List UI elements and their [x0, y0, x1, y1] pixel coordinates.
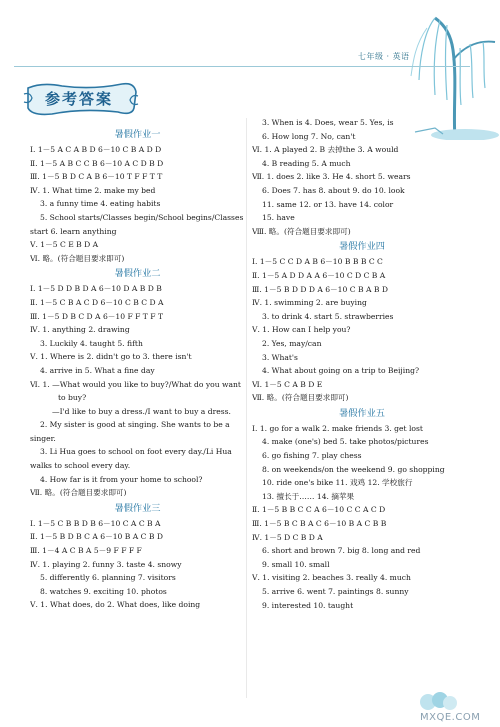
- answer-line: walks to school every day.: [30, 461, 131, 471]
- answer-line: 13. 擅长于…… 14. 摘苹果: [262, 491, 355, 501]
- answer-line: Ⅷ. 略。(符合题目要求即可): [252, 226, 351, 236]
- answer-line: 11. same 12. or 13. have 14. color: [262, 199, 394, 209]
- answer-line: Ⅳ. 1－5 D C B D A: [252, 532, 323, 542]
- answer-line: Ⅶ. 略。(符合题目要求即可): [252, 393, 349, 403]
- answer-line: Ⅱ. 1－5 A D D A A 6－10 C D C B A: [252, 270, 386, 280]
- section-title-4: 暑假作业四: [339, 241, 385, 253]
- answer-line: —I'd like to buy a dress./I want to buy a dress.: [52, 406, 231, 416]
- answer-line: Ⅳ. 1. anything 2. drawing: [30, 325, 130, 335]
- answer-line: 5. arrive 6. went 7. paintings 8. sunny: [262, 587, 409, 596]
- answer-line: Ⅱ. 1－5 C B A C D 6－10 C B C D A: [30, 297, 164, 307]
- answer-line: 4. B reading 5. A much: [262, 158, 351, 168]
- page-number-badge-icon: [418, 690, 458, 712]
- answer-line: Ⅳ. 1. What time 2. make my bed: [30, 185, 156, 195]
- column-divider: [246, 118, 247, 698]
- watermark-text: MXQE.COM: [420, 712, 481, 723]
- answer-line: Ⅱ. 1－5 B D B C A 6－10 B A C B D: [30, 532, 163, 542]
- answer-line: Ⅱ. 1－5 A B C C B 6－10 A C D B D: [30, 158, 164, 168]
- answer-line: 6. Does 7. has 8. about 9. do 10. look: [262, 185, 405, 195]
- answer-line: 3. Li Hua goes to school on foot every day./Li Hua: [40, 447, 232, 457]
- answer-line: Ⅳ. 1. playing 2. funny 3. taste 4. snowy: [30, 559, 182, 569]
- answer-line: Ⅵ. 略。(符合题目要求即可): [30, 253, 125, 263]
- answer-line: Ⅶ. 略。(符合题目要求即可): [30, 488, 127, 498]
- answer-line: 3. Luckily 4. taught 5. fifth: [40, 338, 143, 348]
- page-title: 参考答案: [45, 90, 114, 108]
- answer-line: Ⅵ. 1－5 C A B D E: [252, 379, 323, 389]
- answer-line: 9. small 10. small: [262, 559, 330, 569]
- section-title-5: 暑假作业五: [339, 407, 385, 419]
- answer-line: 5. differently 6. planning 7. visitors: [40, 573, 176, 583]
- answer-line: 3. What's: [262, 352, 298, 362]
- answer-line: Ⅰ. 1－5 A C A B D 6－10 C B A D D: [30, 145, 162, 154]
- answer-line: Ⅵ. 1. A played 2. B 去掉the 3. A would: [252, 145, 399, 155]
- answer-line: Ⅲ. 1－4 A C B A 5－9 F F F F: [30, 546, 142, 556]
- section-title-3: 暑假作业三: [114, 502, 161, 514]
- answer-line: Ⅲ. 1－5 B D C A B 6－10 T F F T T: [30, 172, 163, 182]
- answer-line: Ⅴ. 1. Where is 2. didn't go to 3. there isn't: [30, 352, 192, 362]
- answer-line: start 6. learn anything: [30, 226, 117, 236]
- answer-line: 8. on weekends/on the weekend 9. go shopping: [262, 464, 445, 474]
- answer-line: Ⅴ. 1. How can I help you?: [252, 325, 351, 335]
- section-title-1: 暑假作业一: [114, 129, 161, 140]
- answer-line: 6. How long 7. No, can't: [262, 131, 356, 141]
- right-column: [252, 116, 472, 612]
- header-divider: [14, 66, 470, 67]
- answer-line: Ⅲ. 1－5 B C B A C 6－10 B A C B B: [252, 519, 387, 529]
- answer-line: 2. Yes, may/can: [262, 338, 322, 348]
- answer-line: Ⅳ. 1. swimming 2. are buying: [252, 298, 367, 308]
- answer-line: 9. interested 10. taught: [262, 600, 354, 610]
- answer-line: Ⅰ. 1－5 C B B D B 6－10 C A C B A: [30, 518, 161, 528]
- answer-line: Ⅶ. 1. does 2. like 3. He 4. short 5. wears: [252, 172, 411, 182]
- answer-line: 6. go fishing 7. play chess: [262, 451, 362, 461]
- answer-line: 4. What about going on a trip to Beijing?: [262, 366, 420, 376]
- answer-line: Ⅰ. 1. go for a walk 2. make friends 3. get lost: [252, 423, 423, 433]
- left-column: [30, 126, 245, 612]
- answer-line: to buy?: [58, 393, 87, 403]
- answer-line: 4. make (one's) bed 5. take photos/pictures: [262, 437, 429, 447]
- header-subject: 七年级 · 英语: [358, 52, 410, 61]
- answer-line: 10. ride one's bike 11. 戏鸡 12. 学校旅行: [262, 478, 413, 488]
- answer-line: Ⅰ. 1－5 D D B D A 6－10 D A B D B: [30, 284, 162, 294]
- answer-line: Ⅱ. 1－5 B B C C A 6－10 C C A C D: [252, 505, 386, 515]
- answer-line: 4. How far is it from your home to school?: [40, 474, 203, 484]
- answer-line: 3. to drink 4. start 5. strawberries: [262, 311, 394, 321]
- answer-line: 2. My sister is good at singing. She wants to be a: [40, 420, 230, 430]
- answer-line: Ⅲ. 1－5 B D D D A 6－10 C B A B D: [252, 284, 388, 294]
- answer-line: Ⅴ. 1. What does, do 2. What does, like doing: [30, 600, 201, 610]
- answer-line: 8. watches 9. exciting 10. photos: [40, 586, 167, 596]
- answer-line: 5. School starts/Classes begin/School begins/Classes: [40, 212, 244, 222]
- answer-line: 3. a funny time 4. eating habits: [40, 199, 161, 209]
- answer-line: 4. arrive in 5. What a fine day: [40, 365, 155, 375]
- answer-line: Ⅴ. 1－5 C E B D A: [30, 240, 99, 250]
- answer-line: Ⅴ. 1. visiting 2. beaches 3. really 4. much: [252, 573, 411, 583]
- section-title-2: 暑假作业二: [114, 268, 161, 280]
- answer-line: 15. have: [262, 213, 295, 223]
- answer-line: Ⅵ. 1. —What would you like to buy?/What do you want: [30, 379, 241, 389]
- answer-line: Ⅰ. 1－5 C C D A B 6－10 B B B C C: [252, 257, 383, 267]
- answer-line: singer.: [30, 433, 56, 443]
- answer-line: 6. short and brown 7. big 8. long and red: [262, 546, 421, 556]
- answer-line: 3. When is 4. Does, wear 5. Yes, is: [262, 118, 394, 127]
- answer-line: Ⅲ. 1－5 D B C D A 6－10 F F T F T: [30, 311, 164, 321]
